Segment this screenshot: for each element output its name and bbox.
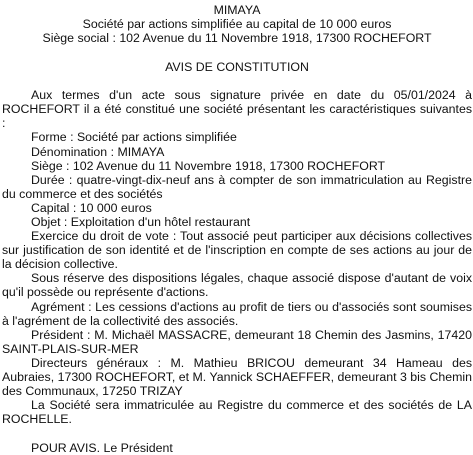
spacer	[2, 45, 472, 59]
capital-line: Capital : 10 000 euros	[31, 200, 152, 215]
spacer	[2, 74, 472, 88]
company-name: MIMAYA	[213, 3, 261, 17]
intro-paragraph: Aux termes d'un acte sous signature privée en date du 05/01/2024 à ROCHEFORT il a été constitué une société présentant les caractéristiques suivantes :	[2, 88, 472, 131]
notice-title: AVIS DE CONSTITUTION	[165, 59, 309, 74]
forme-line: Forme : Société par actions simplifiée	[31, 130, 237, 145]
signature-line: POUR AVIS. Le Président	[31, 440, 173, 455]
registered-office-line: Siège social : 102 Avenue du 11 Novembre 1918, 17300 ROCHEFORT	[42, 31, 432, 46]
denomination-line: Dénomination : MIMAYA	[31, 144, 165, 159]
immatriculation-paragraph: La Société sera immatriculée au Registre du commerce et des sociétés de LA ROCHELLE.	[2, 398, 472, 427]
objet-line: Objet : Exploitation d'un hôtel restaurant	[31, 215, 251, 229]
siege-line: Siège : 102 Avenue du 11 Novembre 1918, 17300 ROCHEFORT	[31, 158, 386, 173]
directeurs-paragraph: Directeurs généraux : M. Mathieu BRICOU demeurant 34 Hameau des Aubraies, 17300 ROCHEFORT, et M. Yannick SCHAEFFER, demeurant 3 bis Chemin des Communaux, 17250 TRIZAY	[2, 355, 472, 399]
president-paragraph: Président : M. Michaël MASSACRE, demeurant 18 Chemin des Jasmins, 17420 SAINT-PLAIS-SUR-MER	[2, 327, 472, 356]
spacer	[2, 426, 472, 440]
duree-paragraph: Durée : quatre-vingt-dix-neuf ans à compter de son immatriculation au Registre du commerce et des sociétés	[2, 172, 472, 201]
reserve-paragraph: Sous réserve des dispositions légales, chaque associé dispose d'autant de voix qu'il possède ou représente d'actions.	[2, 271, 472, 300]
company-capital-line: Société par actions simplifiée au capital de 10 000 euros	[82, 17, 392, 32]
vote-paragraph: Exercice du droit de vote : Tout associé peut participer aux décisions collectives sur justification de son identité et de l'inscription en compte de ses actions au jour de la décision collective.	[2, 229, 472, 272]
agrement-paragraph: Agrément : Les cessions d'actions au profit de tiers ou d'associés sont soumises à l'agrément de la collectivité des associés.	[2, 299, 472, 328]
